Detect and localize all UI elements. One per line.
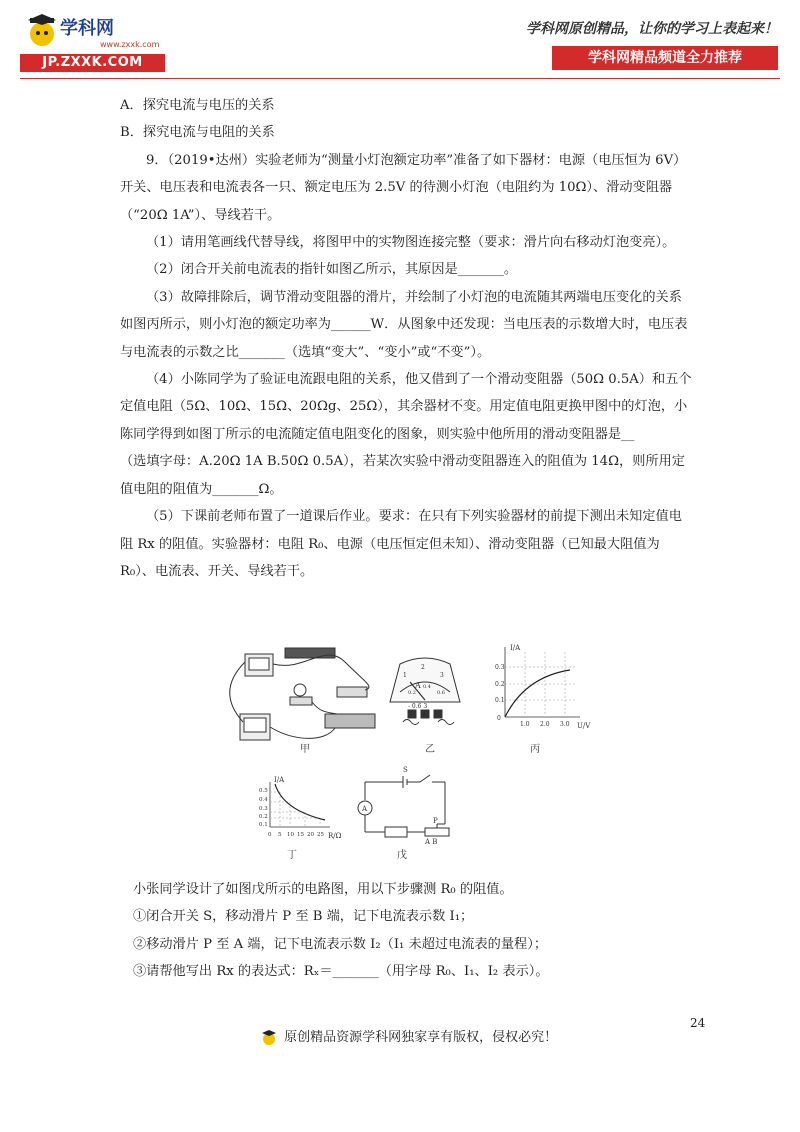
- bing-y-tick: 0.1: [495, 697, 505, 704]
- yi-scale-label: 0.4: [423, 684, 431, 690]
- ding-x-tick: 0: [268, 832, 272, 838]
- mascot-icon: [22, 12, 62, 54]
- figure-yi-ammeter: [390, 658, 460, 725]
- ding-y-label: I/A: [274, 776, 285, 784]
- logo-text: 学科网: [60, 18, 114, 39]
- bing-x-tick: 3.0: [560, 721, 570, 728]
- sub-question-3-line-3: 与电流表的示数之比_______（选填“变大”、“变小”或“不变”）。: [120, 344, 491, 360]
- option-b: B．探究电流与电阻的关系: [120, 125, 275, 141]
- wu-ends-label: A B: [425, 838, 438, 846]
- step-3: ③请帮他写出 Rx 的表达式：Rₓ＝_______（用字母 R₀、I₁、I₂ 表示）。: [133, 964, 549, 980]
- question-body: [120, 92, 710, 585]
- sub-question-5-line-2: 阻 Rx 的阻值。实验器材：电阻 R₀、电源（电压恒定但未知）、滑动变阻器（已知最大阻值为: [120, 536, 660, 552]
- ding-x-tick: 20: [307, 832, 314, 838]
- bing-y-tick: 0.2: [495, 681, 505, 688]
- caption-jia: 甲: [300, 744, 310, 755]
- bing-y-tick: 0: [497, 715, 501, 722]
- sub-question-4-line-4: （选填字母：A.20Ω 1A B.50Ω 0.5A），若某次实验中滑动变阻器连入的阻值为 14Ω，则所用定: [120, 454, 685, 470]
- caption-yi: 乙: [425, 744, 435, 755]
- sub-question-5-line-3: R₀）、电流表、开关、导线若干。: [120, 563, 314, 579]
- bing-x-tick: 2.0: [540, 721, 550, 728]
- yi-scale-label: 3: [440, 672, 444, 679]
- figure-panel: [225, 642, 605, 872]
- bing-y-label: I/A: [510, 644, 521, 652]
- ding-y-tick: 0.4: [259, 797, 268, 803]
- header-slogan: 学科网原创精品，让你的学习上表起来！: [526, 21, 778, 37]
- yi-scale-label: 0.6: [437, 690, 445, 696]
- figure-jia-circuit: [230, 648, 375, 740]
- header-channel-badge: 学科网精品频道全力推荐: [552, 46, 778, 70]
- sub-question-4-line-1: （4）小陈同学为了验证电流跟电阻的关系，他又借到了一个滑动变阻器（50Ω 0.5A）和五个: [146, 372, 692, 388]
- sub-question-3-line-1: （3）故障排除后，调节滑动变阻器的滑片，并绘制了小灯泡的电流随其两端电压变化的关系: [146, 289, 682, 305]
- bing-y-tick: 0.3: [495, 664, 505, 671]
- figure-wu-circuit: [358, 775, 449, 837]
- wu-ammeter-label: A: [362, 805, 368, 813]
- bing-x-tick: 1.0: [520, 721, 530, 728]
- figure-bing-graph: [505, 647, 580, 717]
- wu-switch-label: S: [403, 766, 408, 774]
- sub-question-4-line-3: 陈同学得到如图丁所示的电流随定值电阻变化的图象，则实验中他所用的滑动变阻器是__: [120, 426, 635, 442]
- sub-question-1: （1）请用笔画线代替导线，将图甲中的实物图连接完整（要求：滑片向右移动灯泡变亮）。: [146, 235, 676, 251]
- yi-scale-label: 2: [421, 664, 425, 671]
- figure-ding-graph: [270, 782, 330, 827]
- ding-x-tick: 10: [287, 832, 294, 838]
- question-body-continued: [120, 876, 710, 986]
- site-logo: [20, 12, 170, 74]
- step-1: ①闭合开关 S，移动滑片 P 至 B 端，记下电流表示数 I₁；: [133, 909, 474, 925]
- footer-text: 原创精品资源学科网独家享有版权，侵权必究！: [284, 1030, 558, 1045]
- ding-y-tick: 0.5: [259, 788, 268, 794]
- yi-scale-label: 0.2: [408, 690, 416, 696]
- ding-y-tick: 0.3: [259, 806, 268, 812]
- caption-wu: 戊: [397, 850, 407, 861]
- option-a: A．探究电流与电压的关系: [120, 98, 275, 113]
- caption-ding: 丁: [287, 850, 297, 861]
- bing-x-label: U/V: [577, 722, 591, 730]
- sub-question-5-line-1: （5）下课前老师布置了一道课后作业。要求：在只有下列实验器材的前提下测出未知定值电: [146, 509, 682, 525]
- sub-question-3-line-2: 如图丙所示，则小灯泡的额定功率为______W．从图象中还发现：当电压表的示数增大时，电压表: [120, 317, 688, 333]
- question-9-stem-1: 9．（2019•达州）实验老师为“测量小灯泡额定功率”准备了如下器材：电源（电压恒为 6V）: [146, 152, 687, 168]
- ding-y-tick: 0.1: [259, 822, 268, 828]
- ding-x-tick: 25: [317, 832, 324, 838]
- step-2: ②移动滑片 P 至 A 端，记下电流表示数 I₂（I₁ 未超过电流表的量程）；: [133, 936, 548, 952]
- ding-x-label: R/Ω: [328, 832, 342, 840]
- ding-x-tick: 5: [278, 832, 282, 838]
- page-number: 24: [690, 1016, 706, 1030]
- design-intro: 小张同学设计了如图戊所示的电路图，用以下步骤测 R₀ 的阻值。: [133, 882, 513, 897]
- question-9-stem-3: （“20Ω 1A”）、导线若干。: [120, 207, 281, 223]
- ding-x-tick: 15: [297, 832, 304, 838]
- caption-bing: 丙: [530, 744, 540, 755]
- header-divider: [20, 78, 780, 79]
- mascot-icon: [260, 1029, 278, 1047]
- footer-copyright: [260, 1026, 557, 1047]
- yi-terminal-labels: - 0.6 3: [408, 703, 428, 710]
- sub-question-4-line-5: 值电阻的阻值为_______Ω。: [120, 481, 283, 497]
- ammeter-unit-label: A: [415, 681, 421, 690]
- question-9-stem-2: 开关、电压表和电流表各一只、额定电压为 2.5V 的待测小灯泡（电阻约为 10Ω）、滑动变阻器: [120, 180, 673, 196]
- sub-question-2: （2）闭合开关前电流表的指针如图乙所示，其原因是_______。: [146, 262, 518, 278]
- yi-scale-label: 1: [403, 672, 407, 679]
- logo-url: www.zxxk.com: [100, 40, 160, 49]
- logo-domain: JP.ZXXK.COM: [20, 54, 165, 72]
- sub-question-4-line-2: 定值电阻（5Ω、10Ω、15Ω、20Ωg、25Ω），其余器材不变。用定值电阻更换甲图中的灯泡，小: [120, 399, 688, 415]
- figures-svg: [225, 642, 605, 872]
- wu-slider-label: P: [433, 817, 438, 825]
- ding-y-tick: 0.2: [259, 814, 268, 820]
